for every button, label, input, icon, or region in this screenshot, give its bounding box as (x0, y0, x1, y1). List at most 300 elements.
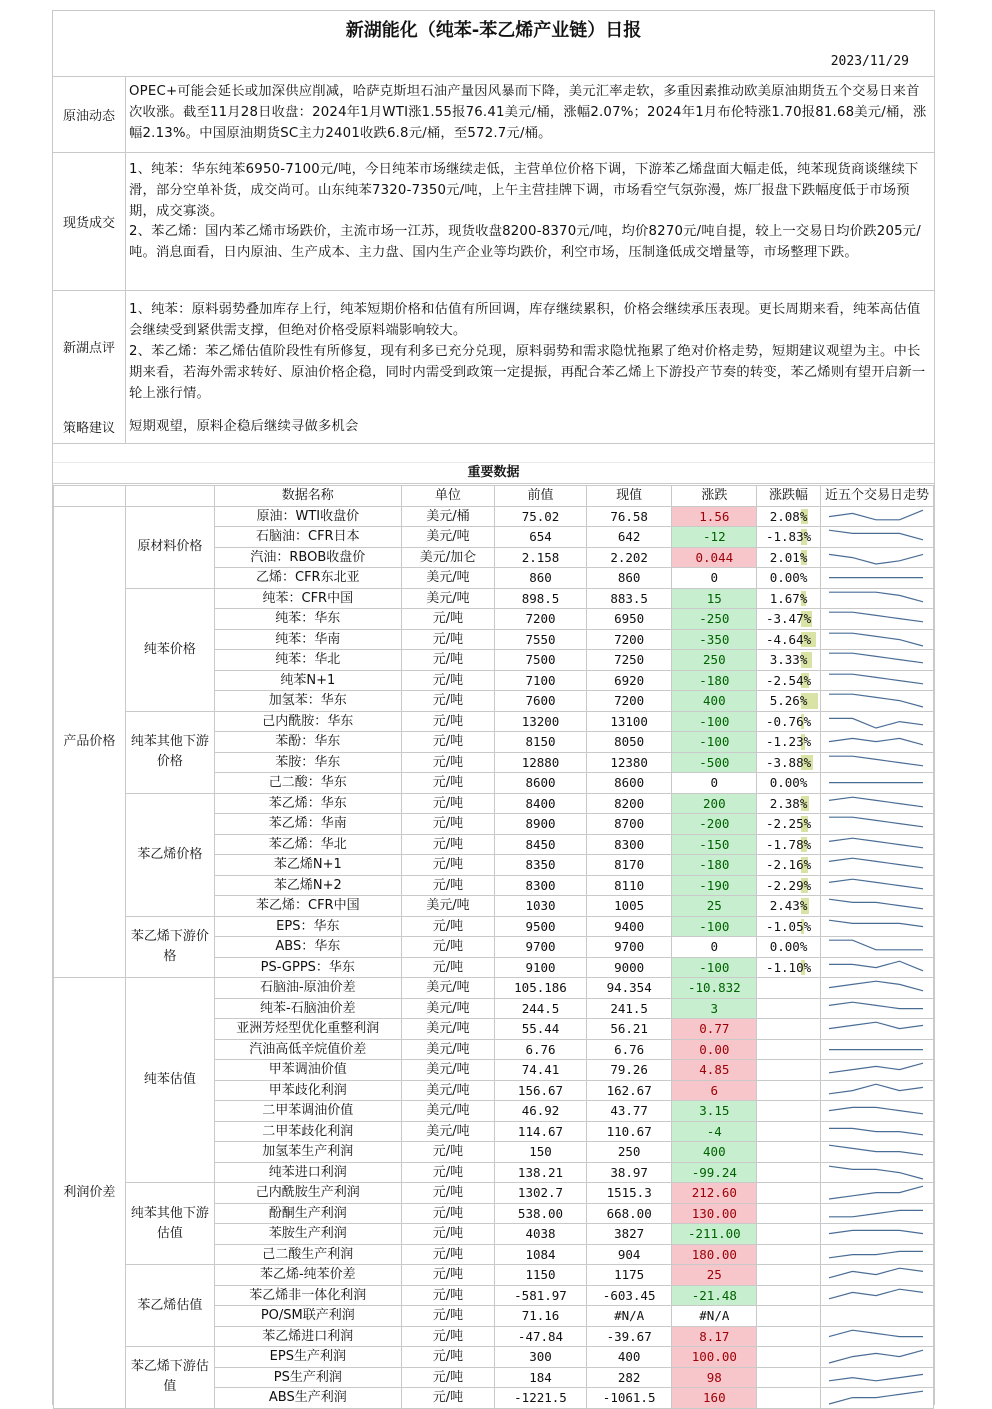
trend-sparkline (820, 1367, 933, 1388)
sparkline-line (829, 1002, 923, 1008)
item-prev-value: 8900 (495, 814, 587, 835)
sparkline-svg (821, 691, 931, 710)
item-change-pct (757, 957, 821, 978)
item-change-pct (757, 527, 821, 548)
item-change-pct (757, 670, 821, 691)
sparkline-svg (821, 773, 931, 792)
item-prev-value: -581.97 (495, 1285, 587, 1306)
item-unit: 元/吨 (401, 855, 495, 876)
item-change-pct (757, 1224, 821, 1245)
item-change: 8.17 (672, 1326, 757, 1347)
sparkline-svg (821, 1040, 931, 1059)
item-change: 160 (672, 1388, 757, 1409)
item-change: 0.77 (672, 1019, 757, 1040)
item-current-value: 8300 (586, 834, 672, 855)
item-unit: 美元/吨 (401, 588, 495, 609)
table-header-cell: 涨跌 (672, 486, 757, 507)
crude-text: OPEC+可能会延长或加深供应削减，哈萨克斯坦石油产量因风暴而下降，美元汇率走软，多重因素推动欧美原油期货五个交易日来首次收涨。截至11月28日收盘：2024年1月WTI涨1.55报76.41美元/桶，涨幅2.07%；2024年1月布伦特涨1.70报81.68美元/桶，涨幅2.13%。中国原油期货SC主力2401收跌6.8元/桶，至572.7元/桶。 (125, 81, 933, 144)
item-prev-value: 150 (495, 1142, 587, 1163)
item-change: 0.044 (672, 547, 757, 568)
sparkline-svg (821, 609, 931, 628)
item-prev-value: 8300 (495, 875, 587, 896)
sparkline-svg (821, 978, 931, 997)
item-unit: 美元/吨 (401, 978, 495, 999)
sparkline-svg (821, 1388, 931, 1407)
item-change: -200 (672, 814, 757, 835)
header-blank (125, 486, 214, 507)
pct-text: -1.10% (765, 959, 812, 975)
item-change: 98 (672, 1367, 757, 1388)
sparkline-svg (821, 527, 931, 546)
item-change: -500 (672, 752, 757, 773)
item-name: 苯乙烯-纯苯价差 (215, 1265, 402, 1286)
item-prev-value: 7500 (495, 650, 587, 671)
item-prev-value: 156.67 (495, 1080, 587, 1101)
item-current-value: 110.67 (586, 1121, 672, 1142)
sparkline-line (829, 1063, 923, 1073)
item-unit: 美元/吨 (401, 1121, 495, 1142)
item-name: 纯苯：华东 (215, 609, 402, 630)
item-change: -211.00 (672, 1224, 757, 1245)
pct-text: 3.33% (769, 652, 808, 668)
item-name: 甲苯调油价值 (215, 1060, 402, 1081)
item-name: 石脑油-原油价差 (215, 978, 402, 999)
item-name: 己二酸生产利润 (215, 1244, 402, 1265)
item-unit: 元/吨 (401, 937, 495, 958)
spot-text-styrene: 2、苯乙烯：国内苯乙烯市场跌价，主流市场一江苏，现货收盘8200-8370元/吨，均价8270元/吨自提，较上一交易日均价跌205元/吨。消息面看，日内原油、生产成本、主力盘、国内生产企业等均跌价，利空市场，压制逢低成交增量等，市场整理下跌。 (125, 221, 933, 263)
item-unit: 元/吨 (401, 957, 495, 978)
item-prev-value: 184 (495, 1367, 587, 1388)
item-change-pct (757, 1285, 821, 1306)
item-current-value: 883.5 (586, 588, 672, 609)
sparkline-line (829, 1084, 923, 1094)
item-current-value: 7250 (586, 650, 672, 671)
item-name: EPS生产利润 (215, 1347, 402, 1368)
item-unit: 元/吨 (401, 875, 495, 896)
item-unit: 元/吨 (401, 834, 495, 855)
pct-text: -1.05% (765, 918, 812, 934)
item-prev-value: 8600 (495, 773, 587, 794)
sparkline-svg (821, 1060, 931, 1079)
trend-sparkline (820, 1183, 933, 1204)
item-change-pct (757, 1265, 821, 1286)
item-current-value: 642 (586, 527, 672, 548)
item-change-pct (757, 875, 821, 896)
pct-text: -4.64% (765, 631, 812, 647)
item-current-value: 1175 (586, 1265, 672, 1286)
sparkline-line (829, 1374, 923, 1380)
item-current-value: 400 (586, 1347, 672, 1368)
item-change-pct (757, 1306, 821, 1327)
category-label: 纯苯其他下游价格 (125, 711, 214, 793)
item-name: 苯酚：华东 (215, 732, 402, 753)
pct-text: -3.88% (765, 754, 812, 770)
item-unit: 元/吨 (401, 1162, 495, 1183)
sparkline-svg (821, 1142, 931, 1161)
item-change: -10.832 (672, 978, 757, 999)
sparkline-svg (821, 568, 931, 587)
sparkline-svg (821, 589, 931, 608)
sparkline-svg (821, 1081, 931, 1100)
item-name: 汽油高低辛烷值价差 (215, 1039, 402, 1060)
item-change: -250 (672, 609, 757, 630)
item-change-pct (757, 1326, 821, 1347)
sparkline-line (829, 961, 923, 971)
item-unit: 元/吨 (401, 732, 495, 753)
label-divider (125, 77, 126, 443)
spot-label: 现货成交 (53, 153, 125, 290)
sparkline-line (829, 653, 923, 663)
sparkline-svg (821, 1265, 931, 1284)
item-change-pct (757, 1367, 821, 1388)
item-prev-value: 1150 (495, 1265, 587, 1286)
sparkline-svg (821, 1245, 931, 1264)
item-change-pct (757, 506, 821, 527)
item-name: 汽油：RBOB收盘价 (215, 547, 402, 568)
item-unit: 元/吨 (401, 1285, 495, 1306)
sparkline-line (829, 1128, 923, 1134)
sparkline-svg (821, 671, 931, 690)
item-name: 加氢苯生产利润 (215, 1142, 402, 1163)
review-text-benzene: 1、纯苯：原料弱势叠加库存上行，纯苯短期价格和估值有所回调，库存继续累积，价格会继续承压表现。更长周期来看，纯苯高估值会继续受到紧供需支撑，但绝对价格受原料端影响较大。 (125, 299, 933, 341)
item-name: 纯苯-石脑油价差 (215, 998, 402, 1019)
item-prev-value: 8350 (495, 855, 587, 876)
sparkline-svg (821, 917, 931, 936)
sparkline-line (829, 612, 923, 622)
trend-sparkline (820, 793, 933, 814)
category-label: 纯苯估值 (125, 978, 214, 1183)
key-data-title: 重要数据 (53, 463, 934, 484)
item-unit: 美元/吨 (401, 1080, 495, 1101)
item-name: ABS：华东 (215, 937, 402, 958)
group-product-label: 产品价格 (54, 506, 126, 978)
sparkline-svg (821, 732, 931, 751)
sparkline-svg (821, 855, 931, 874)
item-prev-value: 1030 (495, 896, 587, 917)
group-profit-label: 利润价差 (54, 978, 126, 1409)
item-unit: 元/吨 (401, 1203, 495, 1224)
item-current-value: 8700 (586, 814, 672, 835)
crude-label: 原油动态 (53, 77, 125, 152)
table-row (54, 588, 934, 609)
review-text-styrene: 2、苯乙烯：苯乙烯估值阶段性有所修复，现有利多已充分兑现，原料弱势和需求隐忧拖累了绝对价格走势，短期建议观望为主。中长期来看，若海外需求转好、原油价格企稳，同时内需受到政策一定提振，再配合苯乙烯上下游投产节奏的转变，苯乙烯则有望开启新一轮上涨行情。 (125, 341, 933, 404)
sparkline-line (829, 817, 923, 827)
item-unit: 元/吨 (401, 650, 495, 671)
item-current-value: 668.00 (586, 1203, 672, 1224)
sparkline-line (829, 718, 923, 728)
trend-sparkline (820, 1347, 933, 1368)
item-prev-value: 860 (495, 568, 587, 589)
item-change: #N/A (672, 1306, 757, 1327)
trend-sparkline (820, 711, 933, 732)
pct-text: -1.78% (765, 836, 812, 852)
sparkline-line (829, 739, 923, 745)
sparkline-line (829, 838, 923, 848)
item-unit: 元/吨 (401, 670, 495, 691)
item-unit: 元/吨 (401, 916, 495, 937)
sparkline-line (829, 1231, 923, 1234)
item-name: 酚酮生产利润 (215, 1203, 402, 1224)
sparkline-line (829, 592, 923, 602)
pct-text: -2.25% (765, 816, 812, 832)
item-name: 苯胺生产利润 (215, 1224, 402, 1245)
item-unit: 元/吨 (401, 814, 495, 835)
sparkline-svg (821, 1101, 931, 1120)
item-change: -12 (672, 527, 757, 548)
item-prev-value: 46.92 (495, 1101, 587, 1122)
item-change: 400 (672, 1142, 757, 1163)
item-unit: 元/吨 (401, 1326, 495, 1347)
trend-sparkline (820, 547, 933, 568)
trend-sparkline (820, 752, 933, 773)
trend-sparkline (820, 527, 933, 548)
pct-text: 2.01% (769, 549, 808, 565)
item-change-pct (757, 773, 821, 794)
table-header-row (54, 486, 934, 507)
item-name: 己内酰胺生产利润 (215, 1183, 402, 1204)
trend-sparkline (820, 732, 933, 753)
item-change-pct (757, 752, 821, 773)
pct-text: -1.83% (765, 529, 812, 545)
item-change-pct (757, 1121, 821, 1142)
trend-sparkline (820, 1162, 933, 1183)
item-unit: 元/吨 (401, 1244, 495, 1265)
item-prev-value: 7600 (495, 691, 587, 712)
item-current-value: 241.5 (586, 998, 672, 1019)
category-label: 苯乙烯估值 (125, 1265, 214, 1347)
item-current-value: -1061.5 (586, 1388, 672, 1409)
item-change: -100 (672, 732, 757, 753)
pct-text: 5.26% (769, 693, 808, 709)
item-current-value: 7200 (586, 691, 672, 712)
item-change-pct (757, 1142, 821, 1163)
item-name: 二甲苯歧化利润 (215, 1121, 402, 1142)
category-label: 苯乙烯下游估值 (125, 1347, 214, 1409)
item-change: 25 (672, 896, 757, 917)
table-header-cell: 前值 (495, 486, 587, 507)
item-current-value: 43.77 (586, 1101, 672, 1122)
item-change: -180 (672, 855, 757, 876)
item-unit: 元/吨 (401, 1183, 495, 1204)
item-unit: 元/吨 (401, 1388, 495, 1409)
sparkline-svg (821, 814, 931, 833)
item-change: 400 (672, 691, 757, 712)
trend-sparkline (820, 1326, 933, 1347)
item-prev-value: 9500 (495, 916, 587, 937)
item-unit: 元/吨 (401, 1347, 495, 1368)
sparkline-svg (821, 1327, 931, 1346)
sparkline-svg (821, 1122, 931, 1141)
table-row (54, 793, 934, 814)
item-name: 苯乙烯：CFR中国 (215, 896, 402, 917)
trend-sparkline (820, 1121, 933, 1142)
item-prev-value: 138.21 (495, 1162, 587, 1183)
pct-text: -2.29% (765, 877, 812, 893)
spot-text-benzene: 1、纯苯：华东纯苯6950-7100元/吨，今日纯苯市场继续走低，主营单位价格下调，下游苯乙烯盘面大幅走低，纯苯现货商谈继续下滑，部分空单补货，成交尚可。山东纯苯7320-7350元/吨，上午主营挂牌下调，市场看空气氛弥漫，炼厂报盘下跌幅度低于市场预期，成交寡淡。 (125, 159, 933, 222)
item-prev-value: -47.84 (495, 1326, 587, 1347)
sparkline-svg (821, 794, 931, 813)
review-block (53, 291, 934, 410)
item-current-value: 79.26 (586, 1060, 672, 1081)
item-prev-value: 300 (495, 1347, 587, 1368)
sparkline-svg (821, 548, 931, 567)
item-change-pct (757, 568, 821, 589)
item-change: 212.60 (672, 1183, 757, 1204)
item-unit: 元/吨 (401, 1265, 495, 1286)
item-change: 250 (672, 650, 757, 671)
item-current-value: 162.67 (586, 1080, 672, 1101)
item-current-value: 94.354 (586, 978, 672, 999)
item-current-value: 8170 (586, 855, 672, 876)
item-change-pct (757, 1101, 821, 1122)
item-prev-value: 1302.7 (495, 1183, 587, 1204)
pct-text: -3.47% (765, 611, 812, 627)
sparkline-svg (821, 712, 931, 731)
trend-sparkline (820, 1224, 933, 1245)
item-change: -150 (672, 834, 757, 855)
table-header-cell: 现值 (586, 486, 672, 507)
sparkline-line (829, 510, 923, 520)
sparkline-svg (821, 1204, 931, 1223)
item-change: -100 (672, 916, 757, 937)
trend-sparkline (820, 937, 933, 958)
sparkline-svg (821, 753, 931, 772)
item-unit: 元/吨 (401, 629, 495, 650)
item-change: 25 (672, 1265, 757, 1286)
item-unit: 美元/吨 (401, 527, 495, 548)
sparkline-line (829, 1186, 923, 1199)
item-current-value: 8200 (586, 793, 672, 814)
item-name: 苯胺：华东 (215, 752, 402, 773)
sparkline-line (829, 1166, 923, 1179)
item-change-pct (757, 588, 821, 609)
item-current-value: 6.76 (586, 1039, 672, 1060)
sparkline-line (829, 858, 923, 868)
item-change: 0 (672, 773, 757, 794)
sparkline-line (829, 1350, 923, 1363)
trend-sparkline (820, 670, 933, 691)
review-label: 新湖点评 (53, 291, 125, 401)
sparkline-line (829, 554, 923, 564)
trend-sparkline (820, 1203, 933, 1224)
table-header-cell: 数据名称 (215, 486, 402, 507)
item-change: -100 (672, 711, 757, 732)
item-prev-value: 12880 (495, 752, 587, 773)
item-name: PS-GPPS：华东 (215, 957, 402, 978)
trend-sparkline (820, 814, 933, 835)
item-name: 苯乙烯：华东 (215, 793, 402, 814)
sparkline-line (829, 1108, 923, 1114)
table-row (54, 1347, 934, 1368)
trend-sparkline (820, 916, 933, 937)
trend-sparkline (820, 875, 933, 896)
trend-sparkline (820, 588, 933, 609)
pct-text: -1.23% (765, 734, 812, 750)
pct-text: 0.00% (769, 939, 808, 955)
trend-sparkline (820, 957, 933, 978)
trend-sparkline (820, 1060, 933, 1081)
item-unit: 元/吨 (401, 609, 495, 630)
item-prev-value: 8150 (495, 732, 587, 753)
item-name: 乙烯：CFR东北亚 (215, 568, 402, 589)
table-header-cell: 近五个交易日走势 (820, 486, 933, 507)
sparkline-line (829, 756, 923, 766)
item-name: 苯乙烯非一体化利润 (215, 1285, 402, 1306)
item-prev-value: 898.5 (495, 588, 587, 609)
strategy-block (53, 409, 934, 444)
item-prev-value: 7100 (495, 670, 587, 691)
item-current-value: 38.97 (586, 1162, 672, 1183)
table-header-cell: 单位 (401, 486, 495, 507)
item-name: ABS生产利润 (215, 1388, 402, 1409)
trend-sparkline (820, 629, 933, 650)
item-change: -21.48 (672, 1285, 757, 1306)
item-prev-value: -1221.5 (495, 1388, 587, 1409)
sparkline-svg (821, 896, 931, 915)
pct-text: -2.54% (765, 672, 812, 688)
table-row (54, 1265, 934, 1286)
item-change-pct (757, 1347, 821, 1368)
sparkline-line (829, 674, 923, 684)
item-change: -100 (672, 957, 757, 978)
item-change: 3 (672, 998, 757, 1019)
table-header-cell: 涨跌幅 (757, 486, 821, 507)
trend-sparkline (820, 1101, 933, 1122)
sparkline-line (829, 1391, 923, 1404)
trend-sparkline (820, 609, 933, 630)
item-unit: 美元/吨 (401, 1019, 495, 1040)
pct-text: 1.67% (769, 590, 808, 606)
item-prev-value: 2.158 (495, 547, 587, 568)
table-row (54, 1183, 934, 1204)
item-name: PS生产利润 (215, 1367, 402, 1388)
item-change-pct (757, 916, 821, 937)
item-change: 3.15 (672, 1101, 757, 1122)
item-change: 180.00 (672, 1244, 757, 1265)
trend-sparkline (820, 1285, 933, 1306)
item-current-value: 1005 (586, 896, 672, 917)
item-change-pct (757, 1183, 821, 1204)
item-prev-value: 13200 (495, 711, 587, 732)
item-change-pct (757, 650, 821, 671)
item-change-pct (757, 711, 821, 732)
item-prev-value: 1084 (495, 1244, 587, 1265)
trend-sparkline (820, 998, 933, 1019)
sparkline-line (829, 920, 923, 926)
sparkline-line (829, 1289, 923, 1299)
item-current-value: 76.58 (586, 506, 672, 527)
item-change: 200 (672, 793, 757, 814)
item-prev-value: 55.44 (495, 1019, 587, 1040)
item-unit: 元/吨 (401, 1306, 495, 1327)
item-current-value: #N/A (586, 1306, 672, 1327)
item-prev-value: 4038 (495, 1224, 587, 1245)
item-prev-value: 74.41 (495, 1060, 587, 1081)
item-prev-value: 6.76 (495, 1039, 587, 1060)
item-name: 石脑油：CFR日本 (215, 527, 402, 548)
item-unit: 元/吨 (401, 1367, 495, 1388)
sparkline-line (829, 694, 923, 707)
spot-block (53, 153, 934, 291)
item-name: 苯乙烯：华北 (215, 834, 402, 855)
item-change-pct (757, 896, 821, 917)
item-current-value: -39.67 (586, 1326, 672, 1347)
trend-sparkline (820, 1080, 933, 1101)
pct-text: 2.38% (769, 795, 808, 811)
pct-text: 0.00% (769, 775, 808, 791)
item-prev-value: 7550 (495, 629, 587, 650)
item-change: -4 (672, 1121, 757, 1142)
